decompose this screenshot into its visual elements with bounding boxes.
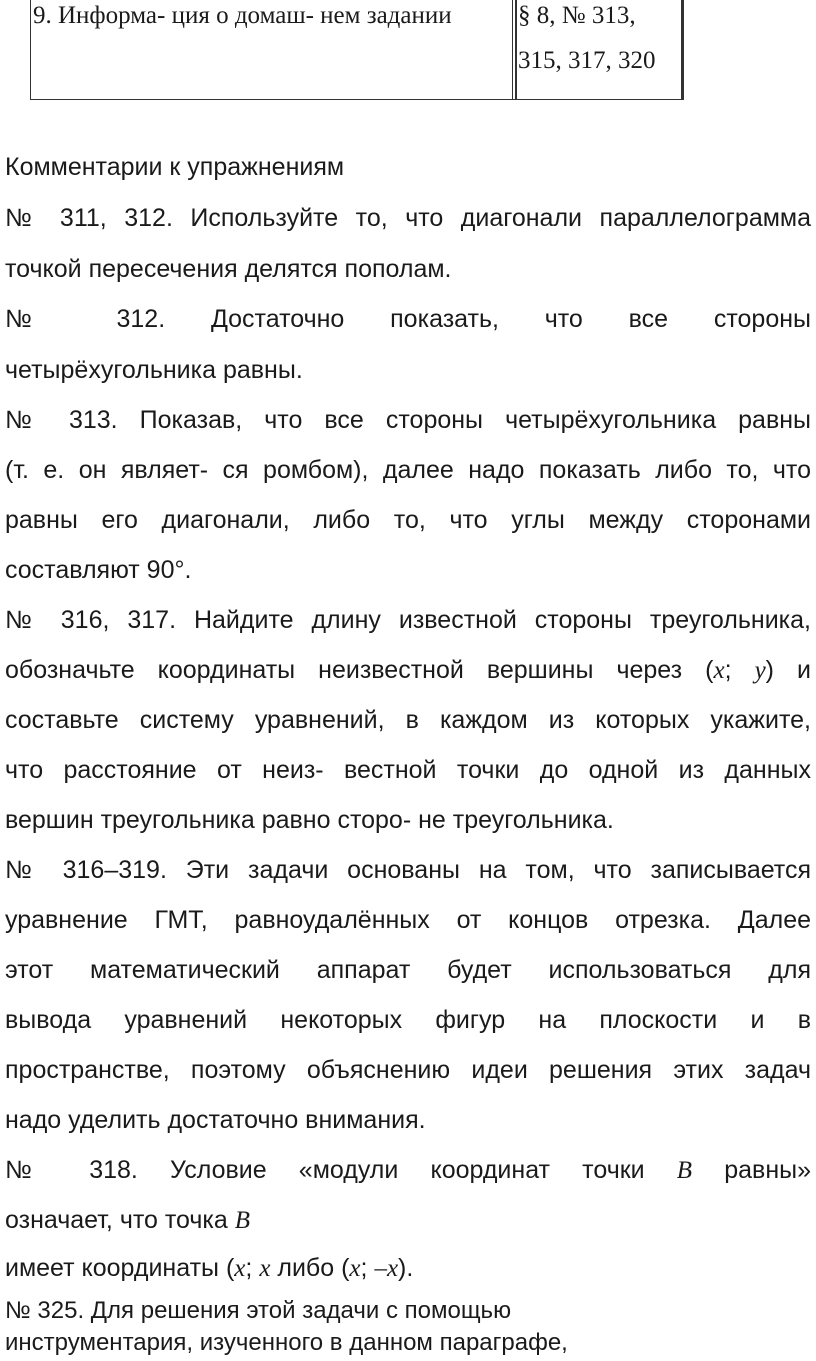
either-open: либо (: [270, 1254, 350, 1282]
homework-value-line-2: 315, 317, 320: [518, 47, 656, 74]
close-period: ).: [398, 1254, 414, 1282]
text-line-12: что расстояние от неиз- вестной точки до одной из данных: [5, 756, 811, 784]
text-line-10-main: обозначьте координаты неизвестной вершины через (: [5, 656, 714, 684]
semicolon: ;: [724, 656, 755, 684]
var-x-4: x: [349, 1255, 361, 1282]
text-line-17: вывода уравнений некоторых фигур на плоскости и в: [5, 1006, 811, 1034]
text-line-2: точкой пересечения делятся пополам.: [5, 255, 452, 283]
text-line-7: равны его диагонали, либо то, что углы между сторонами: [5, 506, 811, 534]
point-b-2: B: [234, 1207, 251, 1234]
table-right-border: [681, 0, 683, 99]
text-line-5: № 313. Показав, что все стороны четырёхугольника равны: [5, 406, 811, 434]
var-x: x: [713, 657, 725, 684]
semicolon-3: ;: [360, 1254, 375, 1282]
semicolon-2: ;: [245, 1254, 260, 1282]
homework-label-cell: [31, 0, 513, 99]
text-line-4: четырёхугольника равны.: [5, 356, 303, 384]
var-x-3: x: [259, 1255, 271, 1282]
neg-x: –x: [374, 1255, 399, 1282]
text-line-11: составьте систему уравнений, в каждом из которых укажите,: [5, 706, 811, 734]
text-line-21: [5, 1205, 250, 1236]
text-line-14: № 316–319. Эти задачи основаны на том, что записывается: [5, 856, 811, 884]
text-line-22-main: имеет координаты (: [5, 1254, 235, 1282]
text-line-20-main: № 318. Условие «модули координат точки: [5, 1156, 645, 1184]
text-line-23: № 325. Для решения этой задачи с помощью: [5, 1297, 512, 1324]
section-title: Комментарии к упражнениям: [5, 153, 345, 181]
text-line-15: уравнение ГМТ, равноудалённых от концов отрезка. Далее: [5, 906, 811, 934]
text-line-20: [5, 1155, 811, 1186]
point-b: B: [676, 1157, 693, 1184]
homework-table: [30, 0, 684, 100]
homework-value-line-1: § 8, № 313,: [518, 2, 636, 29]
text-line-18: пространстве, поэтому объяснению идеи решения этих задач: [5, 1056, 811, 1084]
text-line-1: № 311, 312. Используйте то, что диагонали параллелограмма: [5, 204, 811, 232]
text-line-21-main: означает, что точка: [5, 1206, 228, 1234]
text-line-8: составляют 90°.: [5, 556, 192, 584]
text-line-13: вершин треугольника равно сторо- не треугольника.: [5, 806, 614, 834]
table-divider: [515, 0, 517, 99]
text-line-3: № 312. Достаточно показать, что все стороны: [5, 305, 811, 333]
text-line-24: инструментария, изученного в данном параграфе,: [5, 1329, 568, 1356]
text-line-9: № 316, 317. Найдите длину известной стороны треугольника,: [5, 606, 811, 634]
var-x-2: x: [234, 1255, 246, 1282]
text-line-16: этот математический аппарат будет использоваться для: [5, 956, 811, 984]
text-line-10: [5, 655, 811, 686]
text-line-6: (т. е. он являет- ся ромбом), далее надо показать либо то, что: [5, 456, 811, 484]
homework-label: 9. Информа- ция о домаш- нем задании: [33, 2, 452, 29]
text-line-19: надо уделить достаточно внимания.: [5, 1106, 426, 1134]
text-line-20-end: равны»: [692, 1156, 812, 1184]
text-line-10-end: ) и: [765, 656, 811, 684]
var-y: y: [754, 657, 766, 684]
text-line-22: [5, 1253, 413, 1284]
